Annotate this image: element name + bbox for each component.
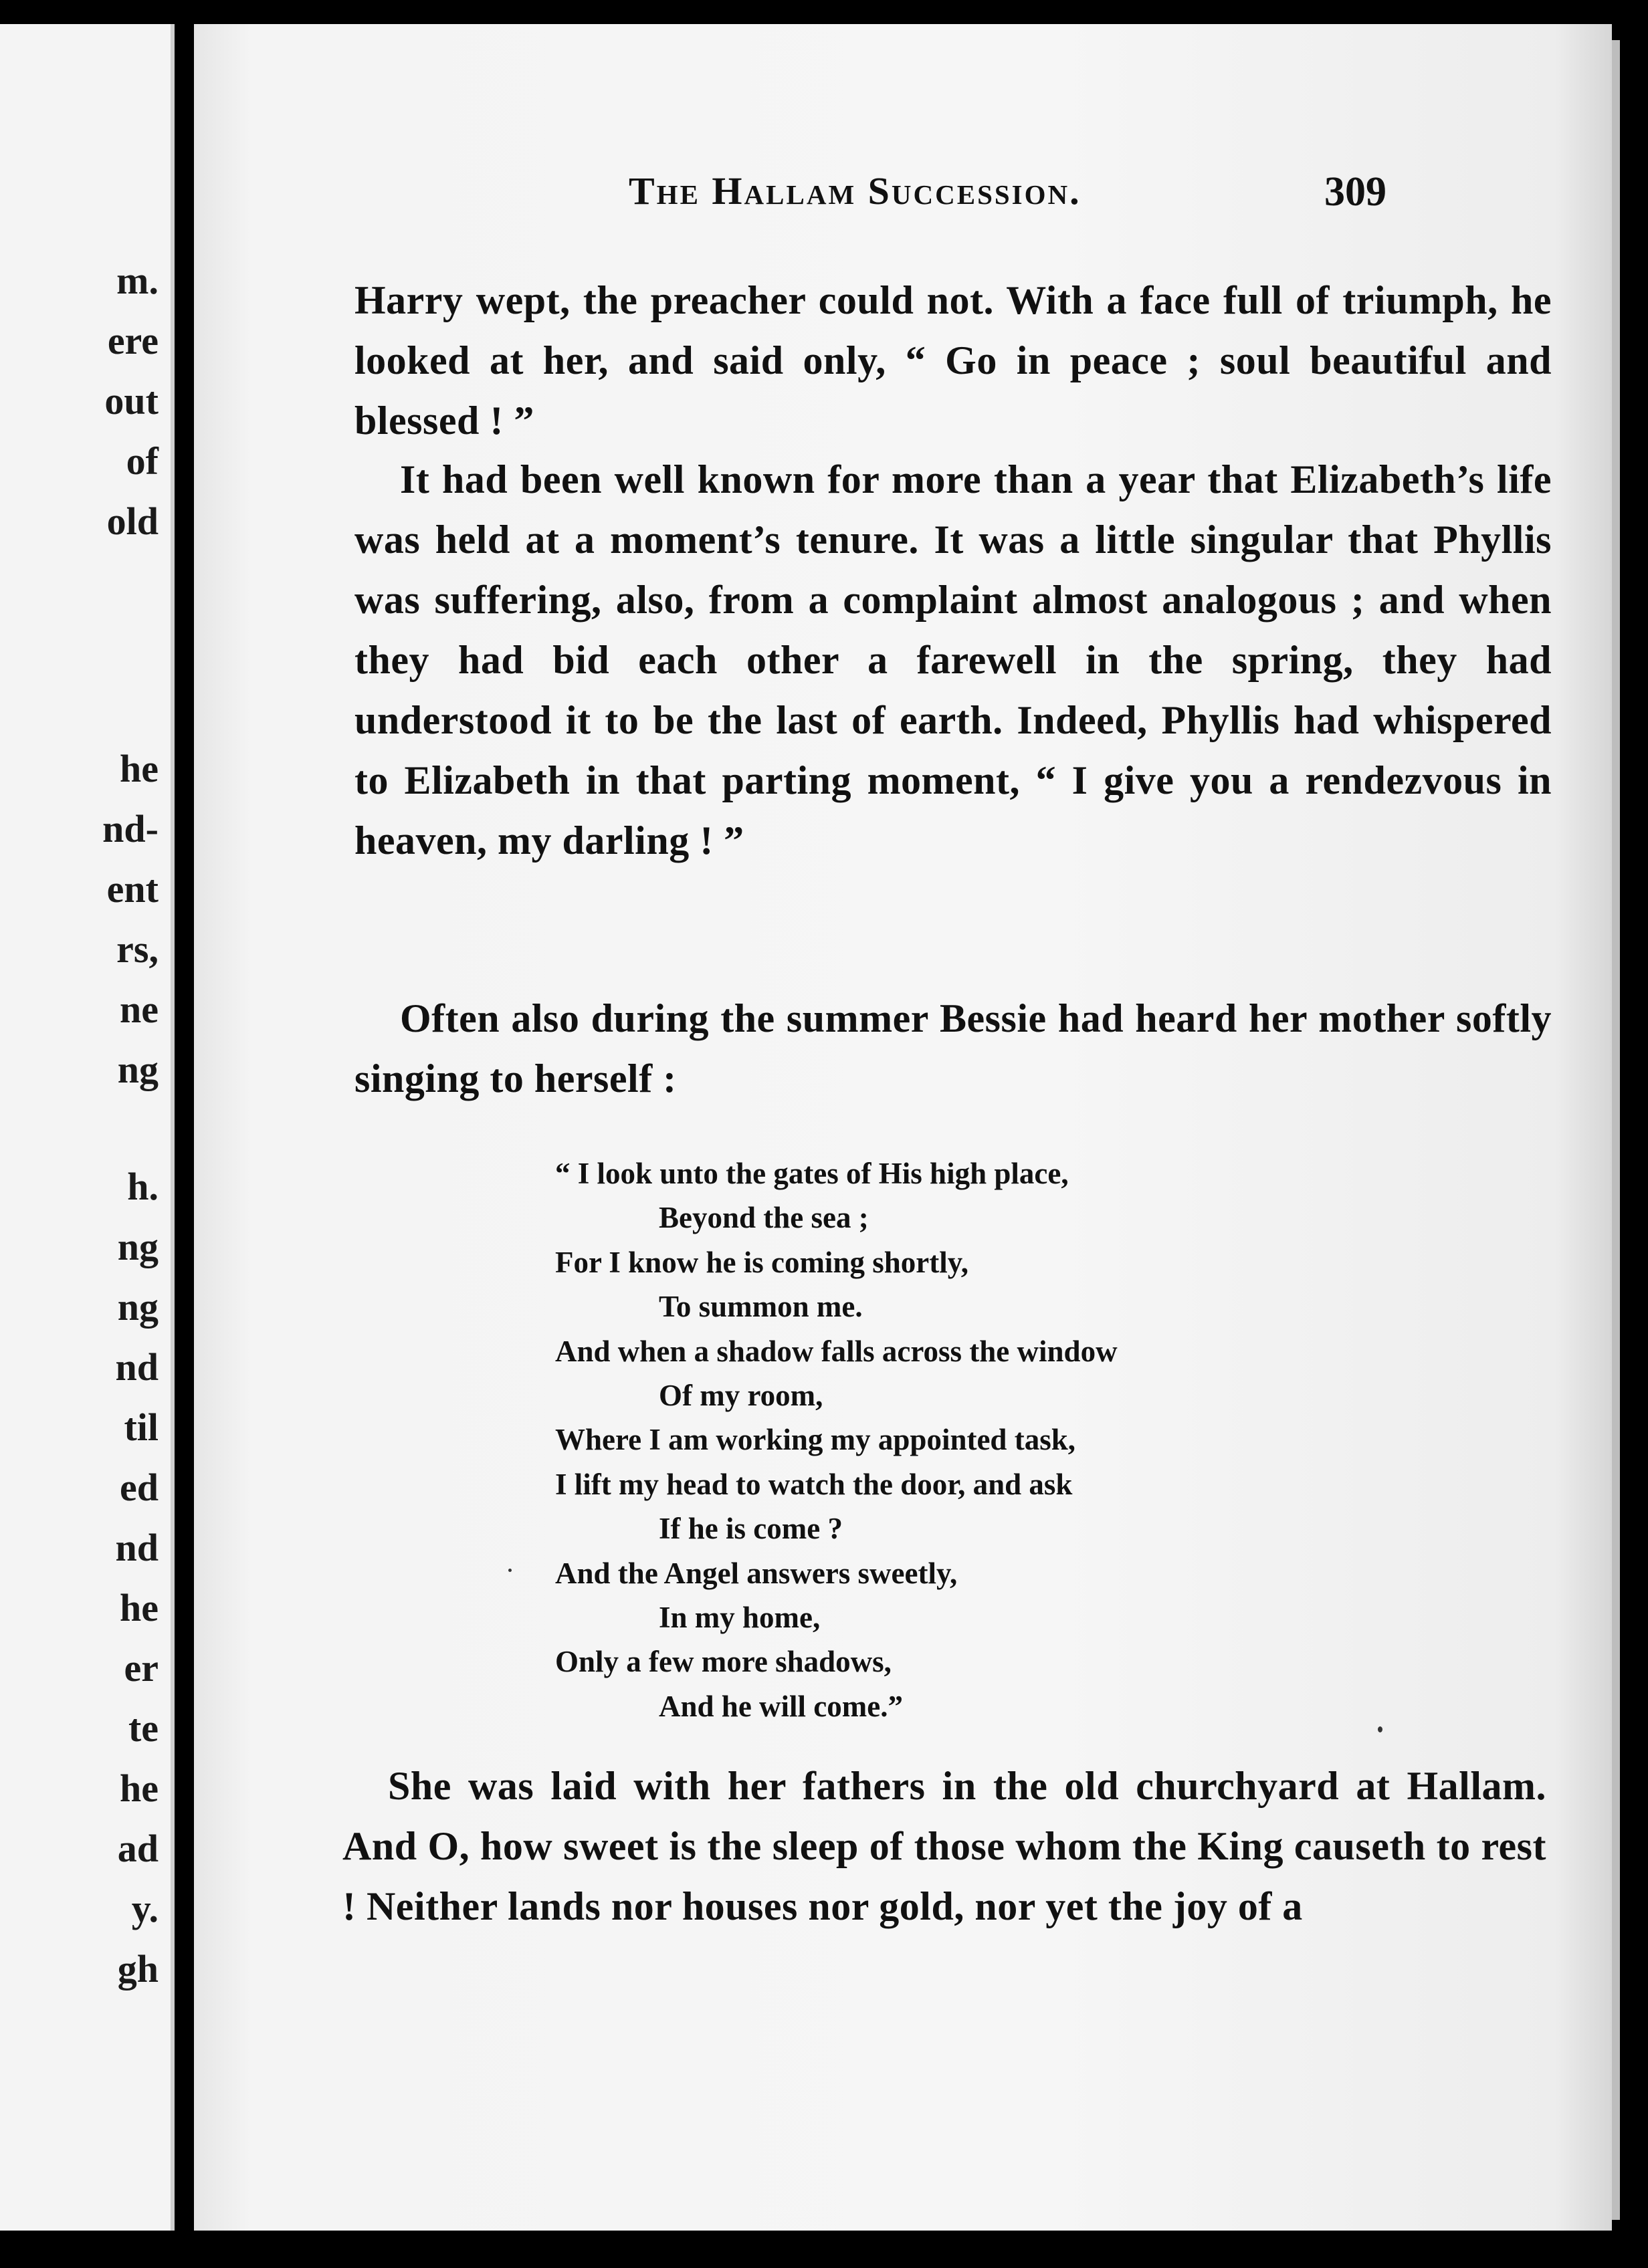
previous-page-line: nd-	[102, 807, 159, 850]
previous-page-line: out	[104, 379, 159, 423]
paper-speck	[1378, 1726, 1382, 1732]
previous-page	[0, 24, 175, 2231]
previous-page-line: ng	[117, 1048, 159, 1091]
poem-line: “ I look unto the gates of His high place,	[555, 1157, 1069, 1190]
book-page	[194, 24, 1612, 2231]
paragraph: She was laid with her fathers in the old churchyard at Hallam. And O, how sweet is the sleep of those whom the King causeth to rest ! Neither lands nor houses nor gold, nor yet the joy of a	[342, 1764, 1546, 1928]
poem-line: Beyond the sea ;	[659, 1201, 869, 1235]
previous-page-line: te	[128, 1706, 159, 1750]
poem-line: And he will come.”	[659, 1689, 903, 1723]
previous-page-line: nd	[115, 1526, 159, 1569]
paragraph: It had been well known for more than a year that Elizabeth’s life was held at a moment’s tenure. It was a little singular that Phyllis was suffering, also, from a complaint almost analogous ; and when they had bid each other a farewell in the spring, they had understood it to be the last of earth. Indeed, Phyllis had whispered to Elizabeth in that parting moment, “ I give you a rendezvous in heaven, my darling ! ”	[354, 457, 1552, 863]
poem-line: And the Angel answers sweetly,	[555, 1556, 958, 1590]
previous-page-line: of	[126, 439, 159, 483]
page-header	[194, 168, 1612, 229]
paragraph: Harry wept, the preacher could not. With a face full of triumph, he looked at her, and said only, “ Go in peace ; soul beautiful and blessed ! ”	[354, 278, 1552, 443]
running-title: The Hallam Succession.	[629, 169, 1082, 213]
poem-line: I lift my head to watch the door, and ask	[555, 1467, 1073, 1501]
poem-line: And when a shadow falls across the window	[555, 1334, 1118, 1368]
poem-line: To summon me.	[659, 1290, 863, 1324]
previous-page-line: old	[106, 499, 159, 543]
previous-page-line: ng	[117, 1225, 159, 1268]
previous-page-line: m.	[116, 259, 159, 302]
previous-page-line: he	[120, 747, 159, 790]
previous-page-line: ent	[106, 867, 159, 911]
previous-page-line: ere	[107, 319, 159, 362]
poem	[555, 1151, 1118, 1728]
poem-line: In my home,	[659, 1600, 821, 1634]
poem-line: For I know he is coming shortly,	[555, 1245, 968, 1279]
page-number: 309	[1324, 169, 1386, 215]
poem-line: Of my room,	[659, 1378, 823, 1412]
poem-line: Only a few more shadows,	[555, 1645, 892, 1679]
previous-page-line: he	[120, 1586, 159, 1629]
previous-page-line: y.	[131, 1887, 159, 1930]
previous-page-line: ad	[117, 1827, 159, 1870]
previous-page-line: ng	[117, 1285, 159, 1329]
previous-page-line: h.	[127, 1165, 159, 1208]
previous-page-line: til	[124, 1405, 159, 1449]
paragraph: Often also during the summer Bessie had heard her mother softly singing to herself :	[354, 996, 1552, 1101]
poem-line: If he is come ?	[659, 1512, 843, 1546]
previous-page-line: he	[120, 1767, 159, 1810]
poem-line: Where I am working my appointed task,	[555, 1423, 1075, 1457]
previous-page-line: ed	[120, 1466, 159, 1509]
previous-page-line: rs,	[116, 927, 159, 971]
paper-speck	[508, 1569, 512, 1572]
previous-page-line: gh	[117, 1947, 159, 1991]
previous-page-line: er	[124, 1646, 159, 1690]
previous-page-line: nd	[115, 1345, 159, 1389]
previous-page-line: ne	[120, 988, 159, 1031]
page-edge	[1612, 40, 1620, 2220]
